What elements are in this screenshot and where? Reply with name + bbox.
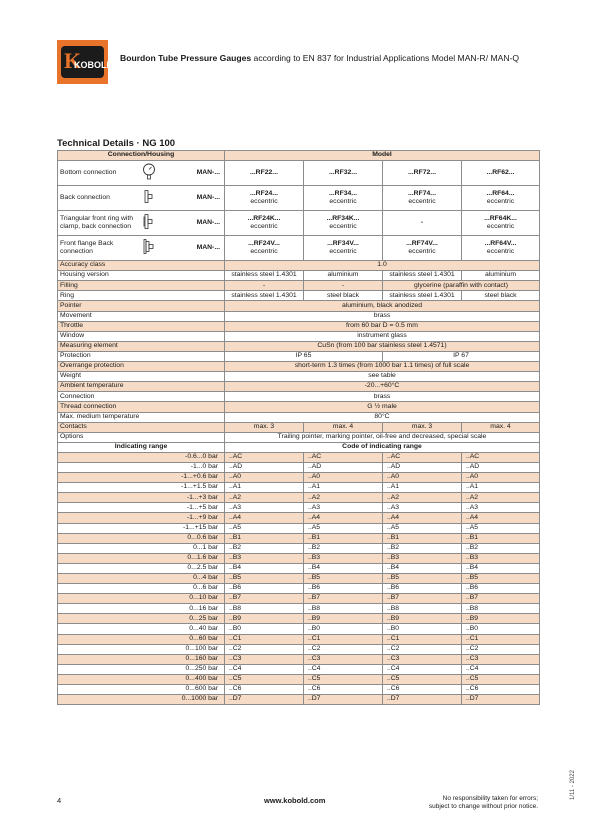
range-value: -1...+1.5 bar bbox=[58, 483, 225, 493]
model-cell bbox=[225, 186, 304, 211]
range-value: 0...25 bar bbox=[58, 614, 225, 624]
range-code: ..B1 bbox=[383, 533, 462, 543]
model-code: ...RF34... bbox=[329, 190, 357, 198]
spec-label: Max. medium temperature bbox=[58, 412, 225, 422]
header-indicating-range: Indicating range bbox=[58, 442, 225, 452]
spec-row bbox=[58, 321, 540, 331]
range-code: ..D7 bbox=[462, 695, 540, 705]
range-header-row bbox=[58, 442, 540, 452]
spec-value: CuSn (from 100 bar stainless steel 1.4571) bbox=[225, 341, 540, 351]
spec-label: Options bbox=[58, 432, 225, 442]
range-value: -1...+15 bar bbox=[58, 523, 225, 533]
range-code: ..C3 bbox=[304, 654, 383, 664]
model-cell bbox=[462, 236, 540, 261]
spec-label: Filling bbox=[58, 281, 225, 291]
range-row bbox=[58, 473, 540, 483]
range-code: ..AC bbox=[304, 452, 383, 462]
man-prefix: MAN-... bbox=[196, 219, 220, 227]
model-cell bbox=[462, 161, 540, 186]
range-row bbox=[58, 483, 540, 493]
range-code: ..A4 bbox=[304, 513, 383, 523]
model-cell bbox=[225, 236, 304, 261]
model-code: - bbox=[420, 219, 424, 227]
range-value: 0...250 bar bbox=[58, 664, 225, 674]
spec-value: max. 3 bbox=[225, 422, 304, 432]
gauge-back-icon bbox=[142, 190, 156, 207]
range-code: ..C2 bbox=[383, 644, 462, 654]
range-code: ..A0 bbox=[225, 473, 304, 483]
range-code: ..B4 bbox=[383, 563, 462, 573]
range-code: ..D7 bbox=[383, 695, 462, 705]
model-code: ...RF24K... bbox=[247, 215, 281, 223]
header-connection: Connection/Housing bbox=[58, 151, 225, 161]
spec-value: aluminium bbox=[462, 271, 540, 281]
range-code: ..B3 bbox=[225, 553, 304, 563]
range-row bbox=[58, 563, 540, 573]
range-code: ..C1 bbox=[462, 634, 540, 644]
range-value: -1...+9 bar bbox=[58, 513, 225, 523]
range-code: ..A2 bbox=[225, 493, 304, 503]
disclaimer-line-2: subject to change without prior notice. bbox=[428, 803, 538, 810]
range-row bbox=[58, 452, 540, 462]
spec-row bbox=[58, 311, 540, 321]
spec-value: max. 3 bbox=[383, 422, 462, 432]
range-value: 0...40 bar bbox=[58, 624, 225, 634]
range-value: 0...160 bar bbox=[58, 654, 225, 664]
model-variant: eccentric bbox=[329, 223, 357, 231]
spec-value: -20...+60°C bbox=[225, 382, 540, 392]
header-code: Code of indicating range bbox=[225, 442, 540, 452]
header-model: Model bbox=[225, 151, 540, 161]
range-code: ..B9 bbox=[225, 614, 304, 624]
range-code: ..C1 bbox=[225, 634, 304, 644]
range-code: ..B5 bbox=[304, 574, 383, 584]
connection-row bbox=[58, 236, 540, 261]
range-code: ..AD bbox=[383, 462, 462, 472]
range-code: ..C5 bbox=[383, 674, 462, 684]
model-cell bbox=[225, 211, 304, 236]
spec-label: Measuring element bbox=[58, 341, 225, 351]
range-code: ..A2 bbox=[383, 493, 462, 503]
connection-label: Bottom connection bbox=[60, 169, 117, 177]
table-header-row bbox=[58, 151, 540, 161]
model-code: ...RF64K... bbox=[484, 215, 517, 223]
model-variant: eccentric bbox=[329, 248, 357, 256]
range-row bbox=[58, 594, 540, 604]
spec-label: Weight bbox=[58, 372, 225, 382]
range-code: ..B0 bbox=[462, 624, 540, 634]
range-row bbox=[58, 664, 540, 674]
range-row bbox=[58, 493, 540, 503]
range-code: ..B8 bbox=[383, 604, 462, 614]
range-code: ..B8 bbox=[225, 604, 304, 614]
range-code: ..AC bbox=[225, 452, 304, 462]
model-variant: eccentric bbox=[486, 248, 515, 256]
spec-row bbox=[58, 341, 540, 351]
model-code: ...RF34K... bbox=[326, 215, 360, 223]
range-row bbox=[58, 523, 540, 533]
range-row bbox=[58, 584, 540, 594]
spec-row bbox=[58, 331, 540, 341]
range-code: ..C5 bbox=[304, 674, 383, 684]
range-code: ..A3 bbox=[462, 503, 540, 513]
range-value: -1...+0.6 bar bbox=[58, 473, 225, 483]
range-code: ..B7 bbox=[304, 594, 383, 604]
spec-label: Pointer bbox=[58, 301, 225, 311]
range-code: ..AC bbox=[462, 452, 540, 462]
model-variant: eccentric bbox=[250, 248, 278, 256]
range-code: ..A3 bbox=[225, 503, 304, 513]
spec-value: from 60 bar D = 0.5 mm bbox=[225, 321, 540, 331]
model-cell bbox=[304, 211, 383, 236]
range-code: ..B0 bbox=[304, 624, 383, 634]
range-code: ..B7 bbox=[462, 594, 540, 604]
range-code: ..B5 bbox=[225, 574, 304, 584]
range-code: ..AD bbox=[225, 462, 304, 472]
spec-value: steel black bbox=[304, 291, 383, 301]
range-code: ..B7 bbox=[383, 594, 462, 604]
range-value: 0...10 bar bbox=[58, 594, 225, 604]
page-header-title bbox=[120, 53, 519, 63]
header-title-rest: according to EN 837 for Industrial Applications Model MAN-R/ MAN-Q bbox=[251, 53, 520, 63]
model-cell bbox=[462, 211, 540, 236]
spec-value: glycerine (paraffin with contact) bbox=[383, 281, 540, 291]
spec-value: brass bbox=[225, 311, 540, 321]
model-code: ...RF24... bbox=[250, 190, 278, 198]
range-value: 0...6 bar bbox=[58, 584, 225, 594]
range-code: ..A2 bbox=[304, 493, 383, 503]
connection-cell bbox=[58, 186, 225, 211]
range-code: ..B4 bbox=[304, 563, 383, 573]
range-code: ..AD bbox=[462, 462, 540, 472]
spec-row bbox=[58, 281, 540, 291]
range-code: ..C6 bbox=[304, 685, 383, 695]
range-code: ..B6 bbox=[383, 584, 462, 594]
range-code: ..C1 bbox=[304, 634, 383, 644]
range-code: ..A2 bbox=[462, 493, 540, 503]
range-code: ..B7 bbox=[225, 594, 304, 604]
range-value: 0...600 bar bbox=[58, 685, 225, 695]
range-code: ..B8 bbox=[462, 604, 540, 614]
range-row bbox=[58, 553, 540, 563]
range-code: ..C6 bbox=[225, 685, 304, 695]
range-code: ..C2 bbox=[462, 644, 540, 654]
model-code: ...RF64... bbox=[486, 190, 515, 198]
spec-label: Throttle bbox=[58, 321, 225, 331]
model-code: ...RF62... bbox=[486, 169, 515, 177]
range-code: ..B6 bbox=[304, 584, 383, 594]
spec-row bbox=[58, 412, 540, 422]
range-code: ..C5 bbox=[225, 674, 304, 684]
range-value: 0...60 bar bbox=[58, 634, 225, 644]
spec-value: 80°C bbox=[225, 412, 540, 422]
range-code: ..B6 bbox=[225, 584, 304, 594]
model-variant: eccentric bbox=[486, 198, 515, 206]
range-code: ..A1 bbox=[383, 483, 462, 493]
range-code: ..B2 bbox=[304, 543, 383, 553]
range-row bbox=[58, 685, 540, 695]
connection-label: Triangular front ring with clamp, back connection bbox=[60, 215, 134, 231]
range-code: ..C3 bbox=[225, 654, 304, 664]
model-variant: eccentric bbox=[250, 198, 278, 206]
spec-label: Contacts bbox=[58, 422, 225, 432]
range-code: ..B9 bbox=[383, 614, 462, 624]
model-cell bbox=[304, 161, 383, 186]
gauge-flange-icon bbox=[142, 239, 156, 258]
model-variant: eccentric bbox=[329, 198, 357, 206]
range-value: -1...+5 bar bbox=[58, 503, 225, 513]
spec-value: stainless steel 1.4301 bbox=[383, 271, 462, 281]
spec-row bbox=[58, 351, 540, 361]
connection-row bbox=[58, 211, 540, 236]
connection-cell bbox=[58, 236, 225, 261]
model-code: ...RF24V... bbox=[248, 240, 280, 248]
range-code: ..C6 bbox=[383, 685, 462, 695]
spec-value: G ½ male bbox=[225, 402, 540, 412]
model-code: ...RF32... bbox=[329, 169, 357, 177]
spec-row bbox=[58, 372, 540, 382]
range-code: ..C5 bbox=[462, 674, 540, 684]
range-value: -0.6...0 bar bbox=[58, 452, 225, 462]
spec-value: stainless steel 1.4301 bbox=[225, 271, 304, 281]
range-code: ..A0 bbox=[383, 473, 462, 483]
model-cell bbox=[304, 186, 383, 211]
range-value: 0...1 bar bbox=[58, 543, 225, 553]
range-code: ..C2 bbox=[225, 644, 304, 654]
spec-row bbox=[58, 261, 540, 271]
model-code: ...RF34V... bbox=[327, 240, 359, 248]
range-row bbox=[58, 462, 540, 472]
range-row bbox=[58, 674, 540, 684]
range-row bbox=[58, 513, 540, 523]
spec-value: instrument glass bbox=[225, 331, 540, 341]
connection-label: Back connection bbox=[60, 194, 110, 202]
spec-row bbox=[58, 291, 540, 301]
range-value: 0...1000 bar bbox=[58, 695, 225, 705]
model-cell bbox=[383, 236, 462, 261]
spec-label: Overrange protection bbox=[58, 362, 225, 372]
spec-value: - bbox=[225, 281, 304, 291]
spec-value: Trailing pointer, marking pointer, oil-free and decreased, special scale bbox=[225, 432, 540, 442]
spec-label: Housing version bbox=[58, 271, 225, 281]
model-cell bbox=[383, 161, 462, 186]
spec-value: stainless steel 1.4301 bbox=[383, 291, 462, 301]
range-code: ..C6 bbox=[462, 685, 540, 695]
range-row bbox=[58, 503, 540, 513]
range-code: ..A1 bbox=[225, 483, 304, 493]
spec-value: IP 65 bbox=[225, 351, 383, 361]
range-code: ..C4 bbox=[462, 664, 540, 674]
range-value: 0...0.6 bar bbox=[58, 533, 225, 543]
spec-value: stainless steel 1.4301 bbox=[225, 291, 304, 301]
section-title: Technical Details · NG 100 bbox=[57, 138, 176, 149]
range-code: ..A0 bbox=[304, 473, 383, 483]
spec-row bbox=[58, 392, 540, 402]
range-code: ..B3 bbox=[462, 553, 540, 563]
spec-value: 1.0 bbox=[225, 261, 540, 271]
connection-cell bbox=[58, 211, 225, 236]
gauge-clamp-icon bbox=[142, 214, 156, 233]
spec-value: see table bbox=[225, 372, 540, 382]
model-cell bbox=[225, 161, 304, 186]
spec-label: Movement bbox=[58, 311, 225, 321]
spec-label: Ambient temperature bbox=[58, 382, 225, 392]
range-value: 0...4 bar bbox=[58, 574, 225, 584]
range-row bbox=[58, 695, 540, 705]
range-code: ..B9 bbox=[304, 614, 383, 624]
range-value: 0...400 bar bbox=[58, 674, 225, 684]
range-code: ..B2 bbox=[383, 543, 462, 553]
model-cell bbox=[383, 186, 462, 211]
logo-text: KOBOLD bbox=[74, 60, 113, 70]
model-code: ...RF72... bbox=[408, 169, 436, 177]
range-row bbox=[58, 543, 540, 553]
range-value: -1...0 bar bbox=[58, 462, 225, 472]
model-code: ...RF64V... bbox=[484, 240, 517, 248]
spec-row bbox=[58, 362, 540, 372]
range-code: ..B1 bbox=[462, 533, 540, 543]
range-code: ..B4 bbox=[462, 563, 540, 573]
range-code: ..A3 bbox=[304, 503, 383, 513]
range-code: ..A5 bbox=[225, 523, 304, 533]
range-code: ..C1 bbox=[383, 634, 462, 644]
gauge-bottom-icon bbox=[142, 164, 156, 183]
spec-label: Connection bbox=[58, 392, 225, 402]
connection-row bbox=[58, 161, 540, 186]
range-code: ..B2 bbox=[462, 543, 540, 553]
website-link[interactable]: www.kobold.com bbox=[264, 796, 326, 805]
model-variant: eccentric bbox=[408, 248, 436, 256]
range-value: 0...16 bar bbox=[58, 604, 225, 614]
range-code: ..A0 bbox=[462, 473, 540, 483]
spec-label: Accuracy class bbox=[58, 261, 225, 271]
model-cell bbox=[383, 211, 462, 236]
range-code: ..A4 bbox=[225, 513, 304, 523]
range-code: ..A4 bbox=[383, 513, 462, 523]
range-code: ..B0 bbox=[383, 624, 462, 634]
model-code: ...RF22... bbox=[250, 169, 278, 177]
range-code: ..AD bbox=[304, 462, 383, 472]
spec-row bbox=[58, 382, 540, 392]
spec-value: aluminium bbox=[304, 271, 383, 281]
range-code: ..B4 bbox=[225, 563, 304, 573]
man-prefix: MAN-... bbox=[196, 169, 220, 177]
model-variant: eccentric bbox=[250, 223, 278, 231]
spec-value: short-term 1.3 times (from 1000 bar 1.1 times) of full scale bbox=[225, 362, 540, 372]
range-code: ..B5 bbox=[462, 574, 540, 584]
range-code: ..B1 bbox=[304, 533, 383, 543]
spec-row bbox=[58, 432, 540, 442]
connection-cell bbox=[58, 161, 225, 186]
spec-value: max. 4 bbox=[462, 422, 540, 432]
range-code: ..A1 bbox=[304, 483, 383, 493]
spec-value: steel black bbox=[462, 291, 540, 301]
range-value: 0...2.5 bar bbox=[58, 563, 225, 573]
range-code: ..B2 bbox=[225, 543, 304, 553]
range-code: ..C4 bbox=[304, 664, 383, 674]
range-code: ..A1 bbox=[462, 483, 540, 493]
spec-label: Window bbox=[58, 331, 225, 341]
range-code: ..C4 bbox=[383, 664, 462, 674]
range-code: ..A5 bbox=[304, 523, 383, 533]
range-row bbox=[58, 634, 540, 644]
range-code: ..C4 bbox=[225, 664, 304, 674]
spec-label: Thread connection bbox=[58, 402, 225, 412]
connection-row bbox=[58, 186, 540, 211]
range-code: ..A5 bbox=[383, 523, 462, 533]
range-code: ..B9 bbox=[462, 614, 540, 624]
spec-value: IP 67 bbox=[383, 351, 540, 361]
technical-details-table bbox=[57, 150, 540, 705]
range-row bbox=[58, 604, 540, 614]
range-row bbox=[58, 644, 540, 654]
range-code: ..AC bbox=[383, 452, 462, 462]
connection-label: Front flange Back connection bbox=[60, 240, 114, 256]
range-code: ..C3 bbox=[462, 654, 540, 664]
range-code: ..C3 bbox=[383, 654, 462, 664]
spec-row bbox=[58, 301, 540, 311]
spec-value: brass bbox=[225, 392, 540, 402]
page-number: 4 bbox=[57, 796, 62, 805]
spec-value: - bbox=[304, 281, 383, 291]
spec-label: Protection bbox=[58, 351, 225, 361]
range-code: ..C2 bbox=[304, 644, 383, 654]
spec-value: aluminium, black anodized bbox=[225, 301, 540, 311]
model-cell bbox=[304, 236, 383, 261]
model-code: ...RF74V... bbox=[406, 240, 438, 248]
disclaimer-line-1: No responsibility taken for errors; bbox=[442, 795, 538, 802]
range-value: -1...+3 bar bbox=[58, 493, 225, 503]
disclaimer bbox=[400, 795, 538, 811]
range-row bbox=[58, 533, 540, 543]
range-code: ..D7 bbox=[225, 695, 304, 705]
range-row bbox=[58, 624, 540, 634]
range-row bbox=[58, 574, 540, 584]
model-variant: eccentric bbox=[408, 198, 436, 206]
range-value: 0...100 bar bbox=[58, 644, 225, 654]
range-row bbox=[58, 654, 540, 664]
range-code: ..B3 bbox=[383, 553, 462, 563]
range-code: ..B1 bbox=[225, 533, 304, 543]
range-code: ..B8 bbox=[304, 604, 383, 614]
spec-row bbox=[58, 271, 540, 281]
range-code: ..A4 bbox=[462, 513, 540, 523]
range-code: ..A3 bbox=[383, 503, 462, 513]
man-prefix: MAN-... bbox=[196, 194, 220, 202]
model-variant: eccentric bbox=[486, 223, 515, 231]
range-row bbox=[58, 614, 540, 624]
range-code: ..B5 bbox=[383, 574, 462, 584]
range-value: 0...1.6 bar bbox=[58, 553, 225, 563]
spec-value: max. 4 bbox=[304, 422, 383, 432]
range-code: ..A5 bbox=[462, 523, 540, 533]
document-date: 1/11 - 2022 bbox=[570, 770, 576, 800]
range-code: ..B6 bbox=[462, 584, 540, 594]
range-code: ..B3 bbox=[304, 553, 383, 563]
man-prefix: MAN-... bbox=[196, 244, 220, 252]
kobold-logo: K KOBOLD bbox=[57, 40, 108, 84]
spec-label: Ring bbox=[58, 291, 225, 301]
range-code: ..D7 bbox=[304, 695, 383, 705]
model-cell bbox=[462, 186, 540, 211]
header-title-bold: Bourdon Tube Pressure Gauges bbox=[120, 53, 252, 63]
range-code: ..B0 bbox=[225, 624, 304, 634]
spec-row bbox=[58, 422, 540, 432]
model-code: ...RF74... bbox=[408, 190, 436, 198]
spec-row bbox=[58, 402, 540, 412]
